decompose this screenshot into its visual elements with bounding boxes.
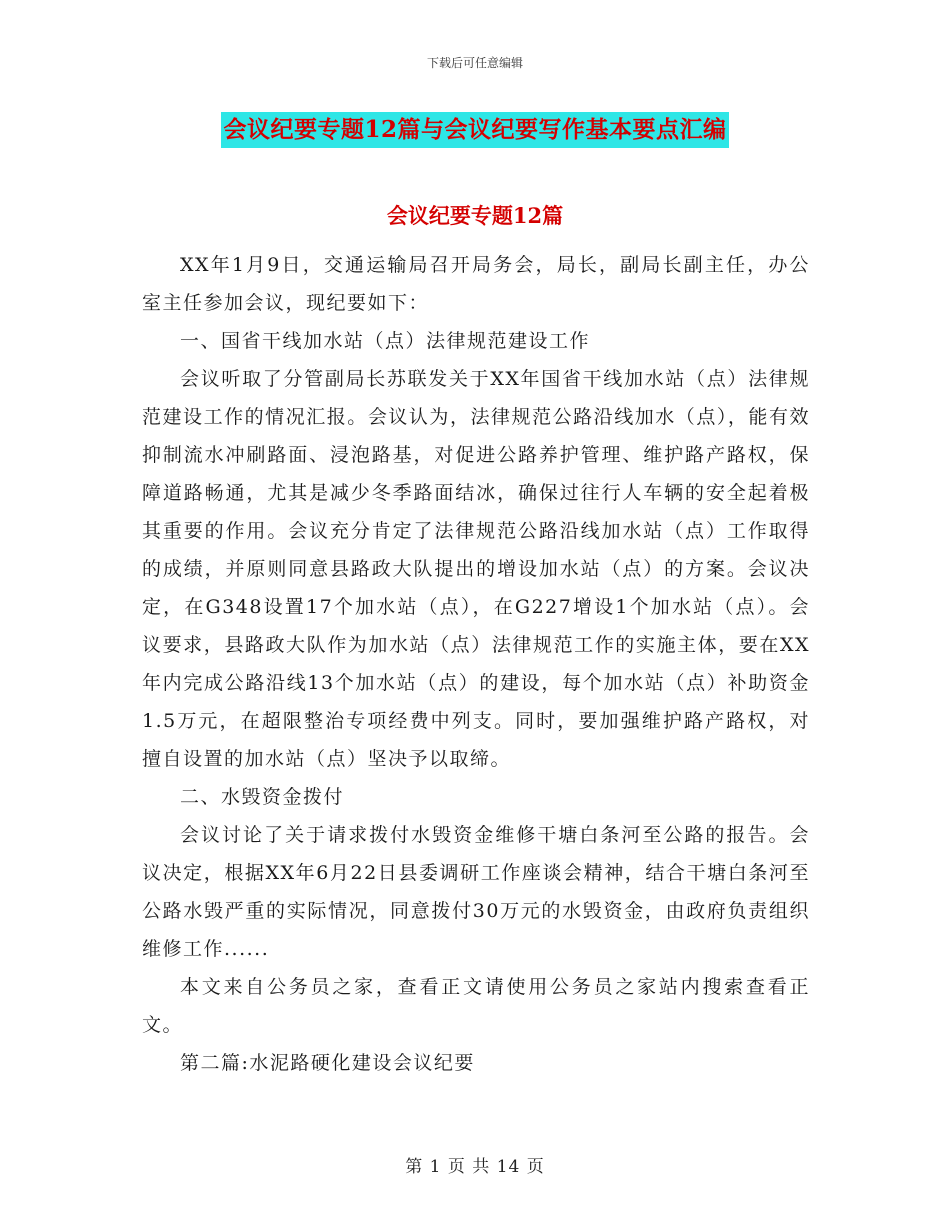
paragraph-next-article: 第二篇:水泥路硬化建设会议纪要 (180, 1052, 475, 1074)
page-footer (0, 1152, 950, 1177)
section-title: 会议纪要专题12篇 (386, 203, 564, 228)
paragraph-source-note: 本文来自公务员之家，查看正文请使用公务员之家站内搜索查看正文。 (142, 976, 810, 1036)
heading-item-1: 一、国省干线加水站（点）法律规范建设工作 (180, 330, 591, 352)
main-title-text: 会议纪要专题12篇与会议纪要写作基本要点汇编 (221, 112, 728, 148)
document-main-title (0, 112, 950, 148)
document-body (142, 246, 810, 1082)
paragraph-item-2: 会议讨论了关于请求拨付水毁资金维修干塘白条河至公路的报告。会议决定，根据XX年6月22日县委调研工作座谈会精神，结合干塘白条河至公路水毁严重的实际情况，同意拨付30万元的水毁资金，由政府负责组织维修工作...... (142, 824, 810, 960)
page-header-note: 下载后可任意编辑 (426, 56, 523, 70)
paragraph-item-1: 会议听取了分管副局长苏联发关于XX年国省干线加水站（点）法律规范建设工作的情况汇报。会议认为，法律规范公路沿线加水（点），能有效抑制流水冲刷路面、浸泡路基，对促进公路养护管理、维护路产路权，保障道路畅通，尤其是减少冬季路面结冰，确保过往行人车辆的安全起着极其重要的作用。会议充分肯定了法律规范公路沿线加水站（点）工作取得的成绩，并原则同意县路政大队提出的增设加水站（点）的方案。会议决定，在G348设置17个加水站（点），在G227增设1个加水站（点）。会议要求，县路政大队作为加水站（点）法律规范工作的实施主体，要在XX年内完成公路沿线13个加水站（点）的建设，每个加水站（点）补助资金1.5万元，在超限整治专项经费中列支。同时，要加强维护路产路权，对擅自设置的加水站（点）坚决予以取缔。 (142, 368, 810, 770)
paragraph-intro: XX年1月9日，交通运输局召开局务会，局长，副局长副主任，办公室主任参加会议，现纪要如下： (142, 254, 810, 314)
heading-item-2: 二、水毁资金拨付 (180, 786, 345, 808)
page-number: 第 1 页 共 14 页 (405, 1157, 545, 1177)
